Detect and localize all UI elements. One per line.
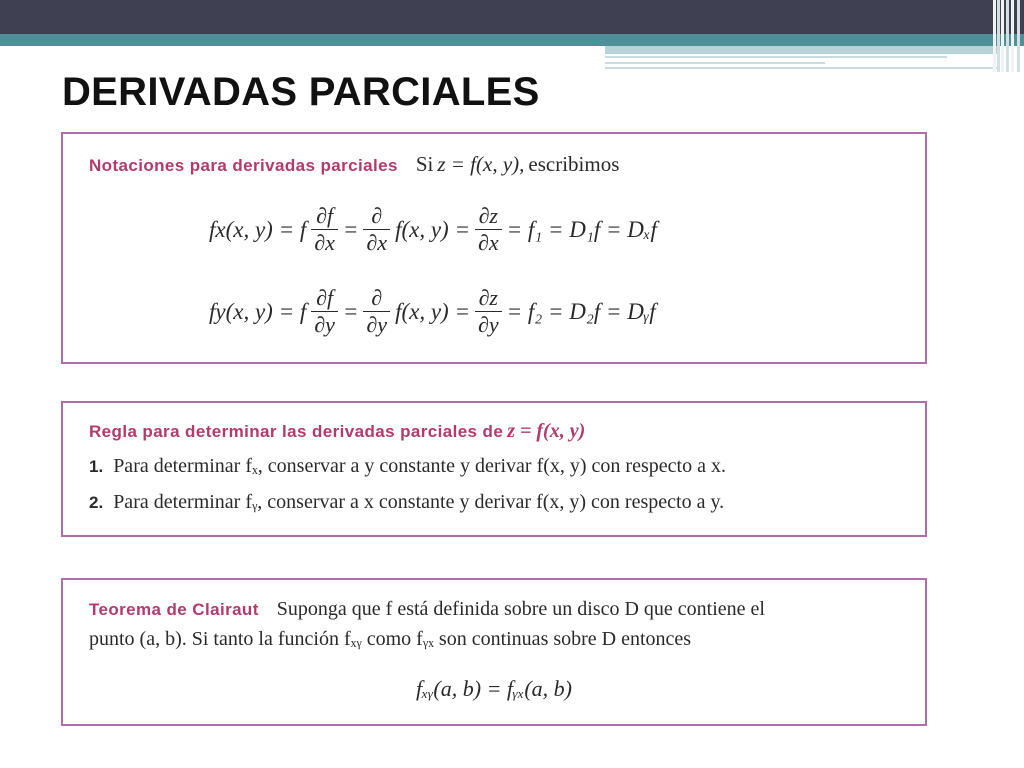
eq-y-frac2 (363, 286, 390, 337)
equation-fy: f y(x, y) = f $\frac{\partial f}{\partial y}$ = $\frac{\partial}{\partial y}$ f(x, y) = $\frac{\partial z}{\partial y}$ = f₂ = D₂f = Dᵧf (209, 285, 656, 337)
notation-intro-eq: z = f(x, y), (437, 152, 525, 176)
eq-x-eq2: = (342, 216, 359, 242)
header-thin-lines (605, 54, 1000, 70)
eq-x-frac2-den: ∂x (363, 229, 390, 255)
eq-x-frac3 (475, 204, 502, 255)
page-title: DERIVADAS PARCIALES (62, 70, 540, 114)
eq-y-eq2: = (342, 298, 359, 324)
eq-x-frac1 (311, 204, 338, 255)
clairaut-label: Teorema de Clairaut (89, 600, 259, 619)
eq-x-frac2-num: ∂ (371, 203, 383, 228)
header-band-light (605, 46, 1000, 54)
eq-x-frac3-den: ∂x (475, 229, 502, 255)
rule-item-1-text: Para determinar fₓ, conservar a y constante y derivar f(x, y) con respecto a x. (113, 455, 726, 477)
eq-y-frac1 (311, 286, 338, 337)
header-band-teal (0, 34, 1024, 46)
eq-x-frac1-den: ∂x (311, 229, 338, 255)
rule-heading (89, 420, 585, 443)
eq-y-frac3 (475, 286, 502, 337)
notation-intro-si: Si (415, 152, 434, 176)
eq-x-lhs: x(x, y) = f (215, 216, 307, 242)
clairaut-line-1: Suponga que f está definida sobre un disco D que contiene el (276, 598, 765, 620)
eq-y-mid: f(x, y) = (395, 298, 470, 324)
rule-item-2 (89, 491, 724, 514)
eq-y-frac3-num: ∂z (478, 285, 498, 310)
rule-item-1-number: 1. (89, 457, 104, 476)
eq-y-frac2-den: ∂y (363, 311, 390, 337)
notation-label: Notaciones para derivadas parciales (89, 156, 398, 175)
clairaut-box (61, 578, 927, 726)
eq-y-rhs: = f₂ = D₂f = Dᵧf (506, 298, 656, 324)
rule-label-equation: z = f(x, y) (507, 420, 586, 442)
rule-label: Regla para determinar las derivadas parciales de (89, 422, 504, 441)
eq-y-frac2-num: ∂ (371, 285, 383, 310)
eq-x-frac3-num: ∂z (478, 203, 498, 228)
header-band-dark (0, 0, 1024, 34)
eq-y-frac1-den: ∂y (311, 311, 338, 337)
equation-fx: f x(x, y) = f $\frac{\partial f}{\partial x}$ = $\frac{\partial}{\partial x}$ f(x, y) = $\frac{\partial z}{\partial x}$ = f₁ = D₁f = Dₓf (209, 203, 657, 255)
rule-item-1 (89, 455, 726, 478)
eq-y-frac1-num: ∂f (316, 285, 334, 310)
notation-intro-tail: escribimos (528, 152, 620, 176)
rule-box (61, 401, 927, 537)
eq-y-frac3-den: ∂y (475, 311, 502, 337)
clairaut-line-2: punto (a, b). Si tanto la función fₓᵧ como fᵧₓ son continuas sobre D entonces (89, 628, 692, 650)
eq-x-frac2 (363, 204, 390, 255)
eq-y-lhs: y(x, y) = f (215, 298, 307, 324)
eq-x-frac1-num: ∂f (316, 203, 334, 228)
rule-item-2-number: 2. (89, 493, 104, 512)
notation-box (61, 132, 927, 364)
eq-x-rhs: = f₁ = D₁f = Dₓf (506, 216, 657, 242)
clairaut-equation: fₓᵧ(a, b) = fᵧₓ(a, b) (415, 676, 573, 701)
rule-item-2-text: Para determinar fᵧ, conservar a x constante y derivar f(x, y) con respecto a y. (113, 491, 725, 513)
header-gap (0, 46, 605, 48)
header-vertical-stripes (993, 0, 1024, 72)
eq-x-mid: f(x, y) = (395, 216, 470, 242)
